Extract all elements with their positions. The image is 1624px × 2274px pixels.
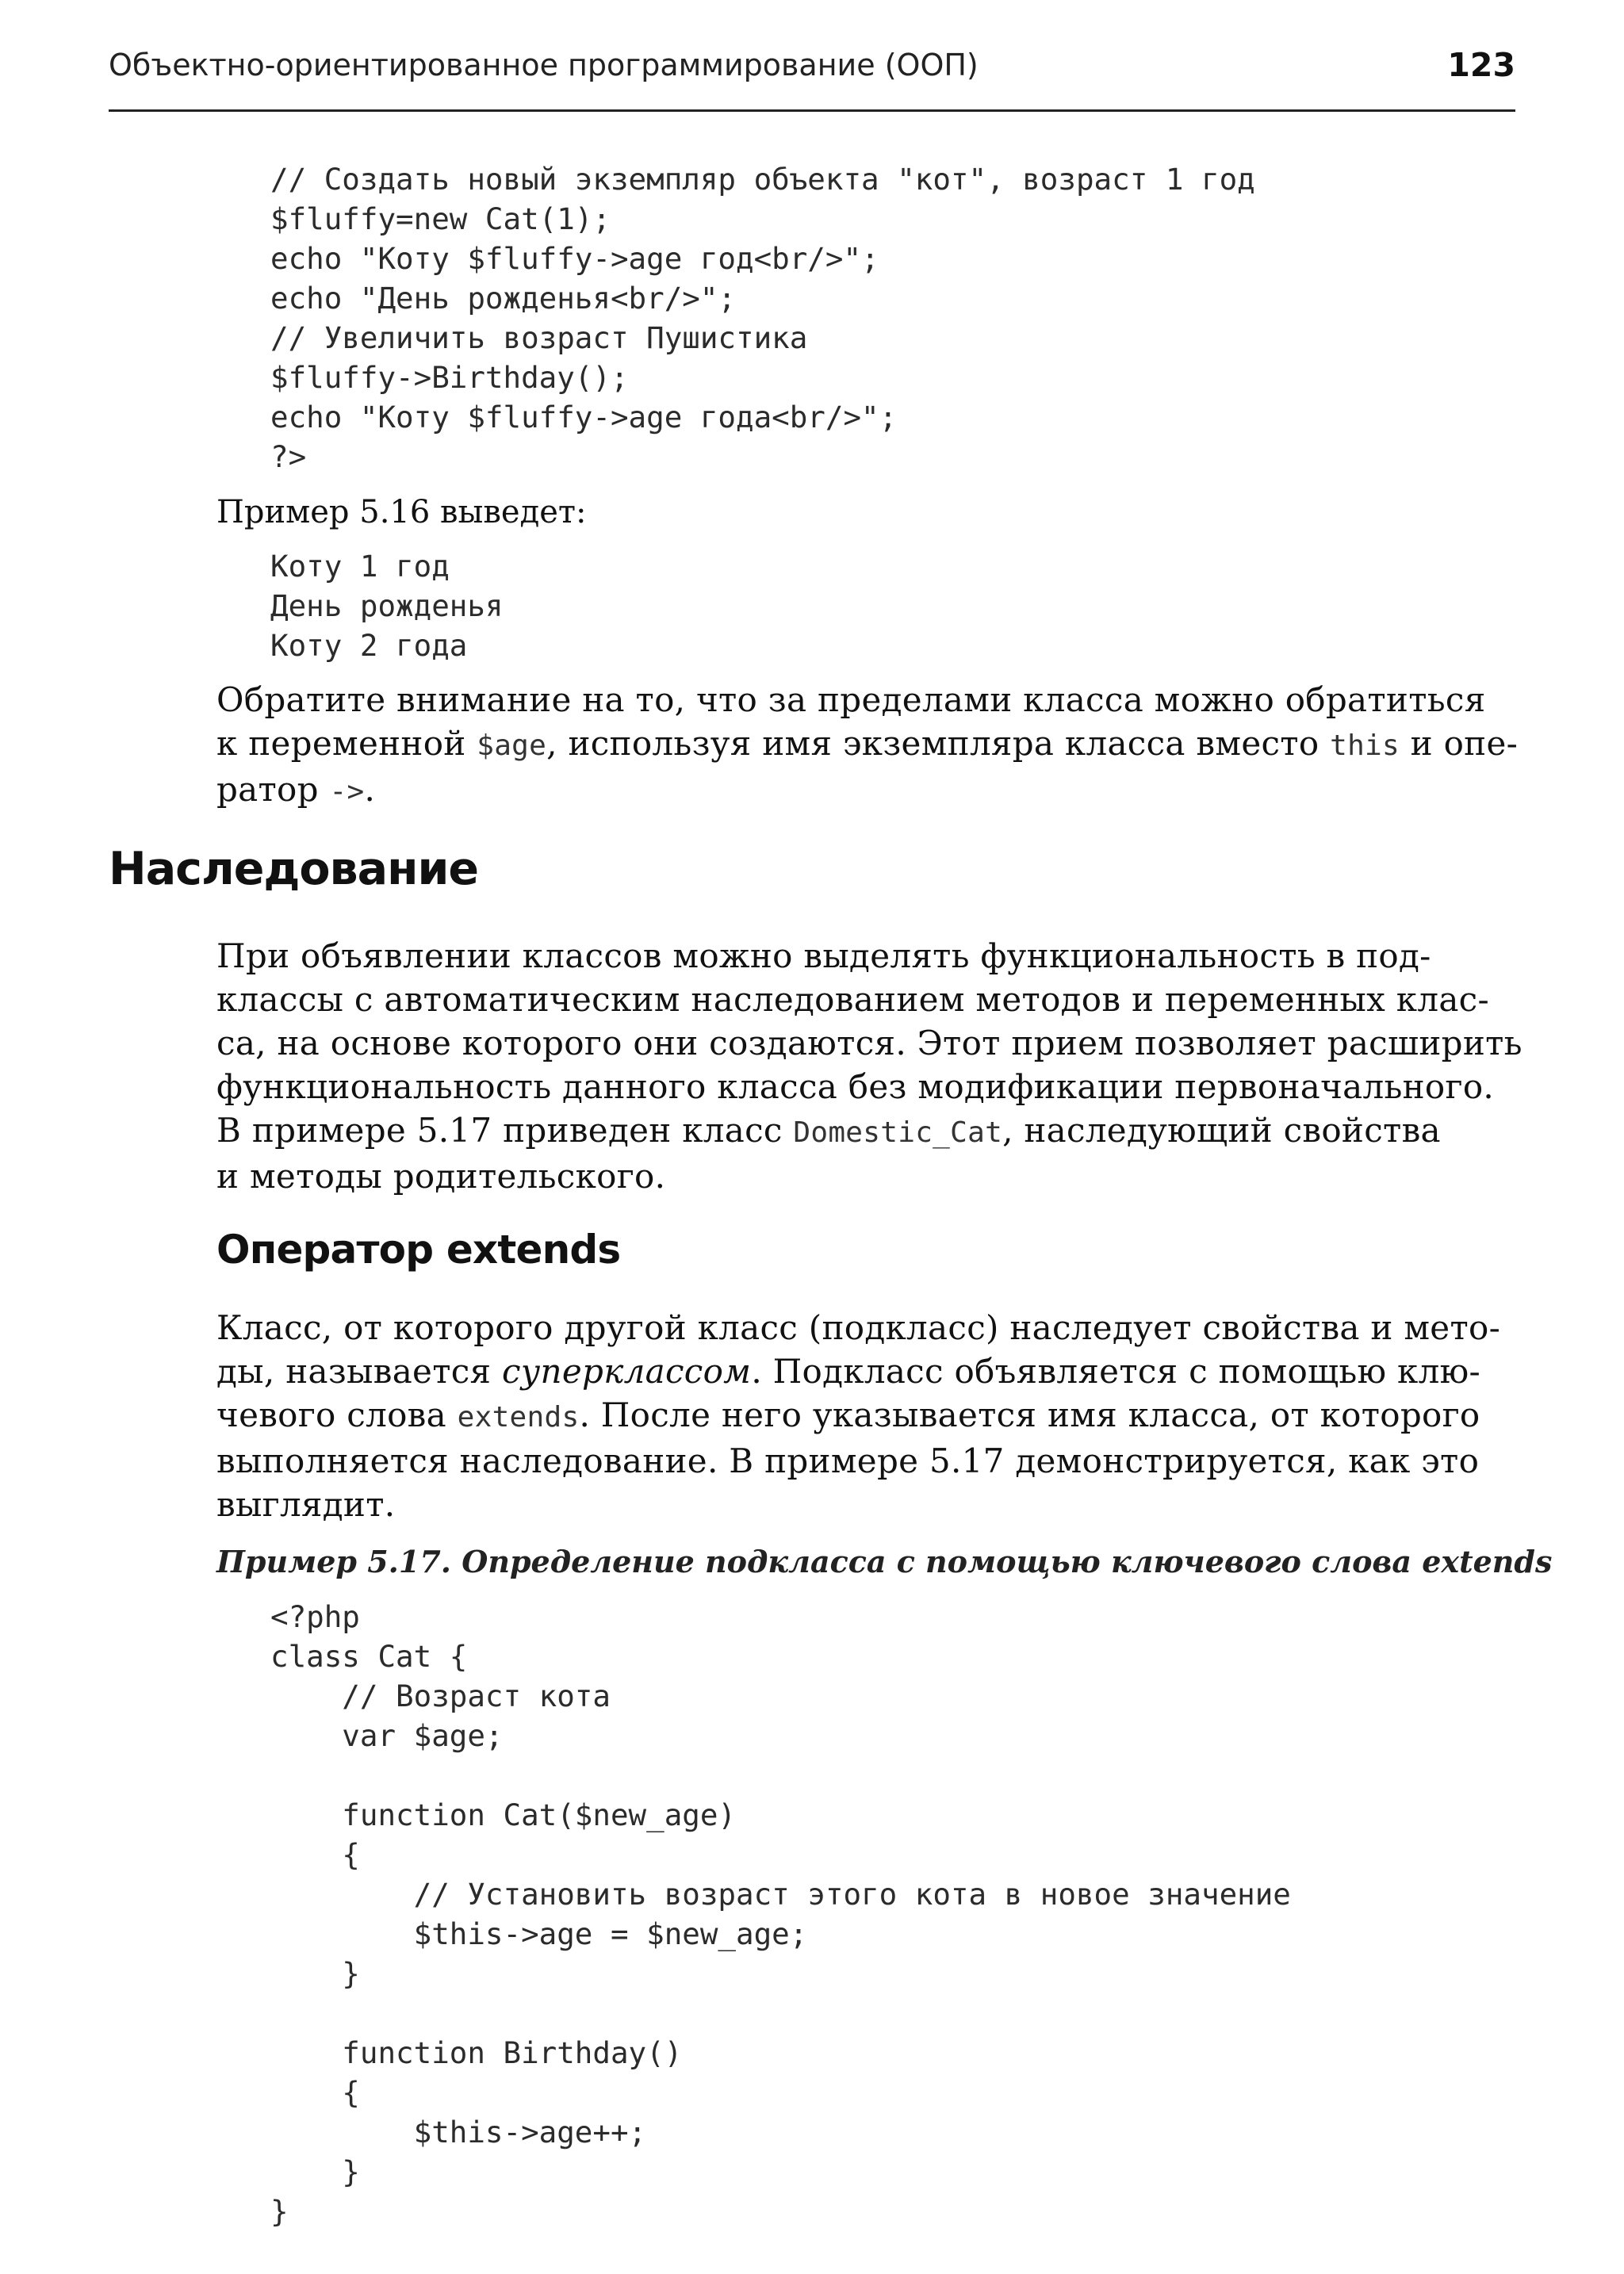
text-line: Класс, от которого другой класс (подкласс) наследует свойства и мето- xyxy=(216,1308,1501,1347)
text-line: к переменной $age, используя имя экземпляра класса вместо this и опе- xyxy=(216,724,1519,763)
inline-code: extends xyxy=(457,1401,580,1434)
page-number: 123 xyxy=(1447,46,1515,84)
chapter-title: Объектно-ориентированное программирование (ООП) xyxy=(109,48,979,82)
code-line: echo "Коту $fluffy->age год<br/>"; xyxy=(270,241,879,276)
inline-code: -> xyxy=(329,775,365,808)
output-line: Коту 2 года xyxy=(270,628,468,663)
code-line: class Cat { xyxy=(270,1639,468,1674)
code-listing-top xyxy=(270,159,1255,477)
code-line: $fluffy=new Cat(1); xyxy=(270,201,611,236)
text-line: чевого слова extends. После него указывается имя класса, от которого xyxy=(216,1395,1480,1434)
code-line: // Создать новый экземпляр объекта "кот", возраст 1 год xyxy=(270,162,1255,197)
example-output-intro: Пример 5.16 выведет: xyxy=(216,494,587,530)
example-caption: Пример 5.17. Определение подкласса с помощью ключевого слова extends xyxy=(216,1544,1553,1579)
inheritance-paragraph xyxy=(216,934,1522,1198)
example-output xyxy=(270,546,504,665)
code-line: var $age; xyxy=(270,1718,504,1753)
code-line: function Cat($new_age) xyxy=(270,1797,736,1832)
text-line: функциональность данного класса без модификации первоначального. xyxy=(216,1067,1495,1106)
code-line: ?> xyxy=(270,439,307,474)
code-line xyxy=(270,1755,1291,1795)
inline-code: Domestic_Cat xyxy=(793,1116,1003,1149)
code-line: $fluffy->Birthday(); xyxy=(270,360,629,395)
text-line: выполняется наследование. В примере 5.17 демонстрируется, как это xyxy=(216,1441,1480,1480)
text-line: выглядит. xyxy=(216,1485,396,1524)
code-line: } xyxy=(270,2154,360,2189)
text-line: При объявлении классов можно выделять функциональность в под- xyxy=(216,936,1431,975)
text-line: Обратите внимание на то, что за пределами класса можно обратиться xyxy=(216,680,1486,719)
code-listing-bottom xyxy=(270,1597,1291,2231)
code-line: // Возраст кота xyxy=(270,1679,611,1713)
code-line: $this->age = $new_age; xyxy=(270,1916,808,1951)
section-heading: Наследование xyxy=(109,843,479,895)
text-line: и методы родительского. xyxy=(216,1157,666,1196)
running-header xyxy=(109,46,1515,112)
code-line: <?php xyxy=(270,1599,360,1634)
output-line: День рожденья xyxy=(270,588,504,623)
subsection-heading: Оператор extends xyxy=(216,1227,621,1273)
output-line: Коту 1 год xyxy=(270,549,450,584)
code-line: } xyxy=(270,1956,360,1991)
extends-paragraph xyxy=(216,1306,1515,1526)
code-line: { xyxy=(270,1837,360,1872)
inline-code: $age xyxy=(477,729,547,762)
code-line xyxy=(270,1993,1291,2033)
inline-code: this xyxy=(1330,729,1400,762)
text-line: са, на основе которого они создаются. Этот прием позволяет расширить xyxy=(216,1024,1522,1062)
emphasis-term: суперклассом xyxy=(502,1352,752,1391)
code-line: $this->age++; xyxy=(270,2115,647,2150)
code-line: { xyxy=(270,2075,360,2110)
code-line: echo "День рожденья<br/>"; xyxy=(270,281,736,316)
text-line: В примере 5.17 приведен класс Domestic_Cat, наследующий свойства xyxy=(216,1111,1441,1150)
code-line: } xyxy=(270,2194,289,2229)
code-line: echo "Коту $fluffy->age года<br/>"; xyxy=(270,400,898,435)
code-line: // Увеличить возраст Пушистика xyxy=(270,320,808,355)
code-line: // Установить возраст этого кота в новое значение xyxy=(270,1877,1291,1912)
text-line: ды, называется суперклассом. Подкласс объявляется с помощью клю- xyxy=(216,1352,1480,1391)
code-line: function Birthday() xyxy=(270,2035,683,2070)
note-paragraph xyxy=(216,678,1519,814)
text-line: ратор ->. xyxy=(216,770,376,809)
text-line: классы с автоматическим наследованием методов и переменных клас- xyxy=(216,980,1489,1019)
